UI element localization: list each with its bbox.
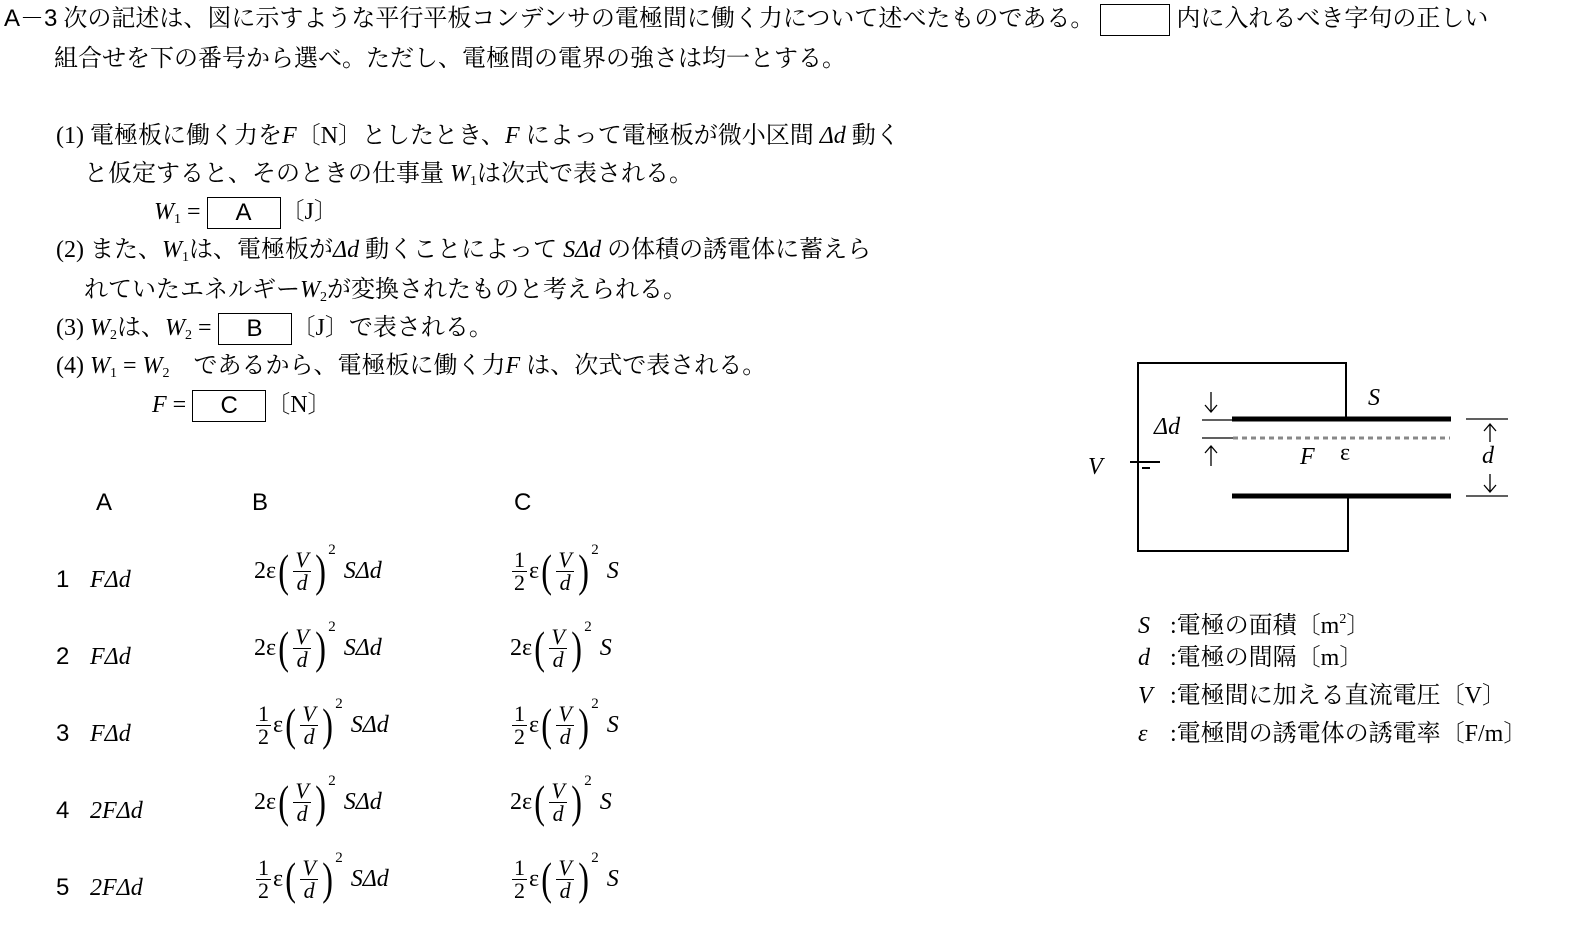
question-text: 内に入れるべき字句の正しい xyxy=(1176,6,1489,32)
coefficient: 2ε xyxy=(254,788,277,815)
numerator: 1 xyxy=(258,700,269,726)
left-paren: ( xyxy=(285,853,297,904)
exponent: 2 xyxy=(591,696,599,712)
right-paren: ) xyxy=(571,776,582,827)
legend-symbol: S xyxy=(1138,613,1150,639)
coefficient: ε xyxy=(529,557,540,584)
numerator: V xyxy=(295,777,309,803)
denominator: d xyxy=(552,646,564,672)
answer-c xyxy=(510,619,612,673)
legend-text: :電極の面積〔m xyxy=(1170,613,1340,639)
denominator: d xyxy=(559,569,571,595)
coefficient: ε xyxy=(529,711,540,738)
left-paren: ( xyxy=(541,545,553,596)
fraction xyxy=(256,700,271,749)
tail: SΔd xyxy=(343,634,382,661)
coefficient: ε xyxy=(529,865,540,892)
answer-b xyxy=(254,696,389,750)
answer-b xyxy=(254,619,382,673)
answer-b xyxy=(254,773,382,827)
answer-a: FΔd xyxy=(90,721,131,747)
right-paren: ) xyxy=(322,699,333,750)
fraction xyxy=(293,777,310,826)
question-number: A－3 xyxy=(4,5,58,32)
legend-item xyxy=(1138,719,1527,749)
tail: SΔd xyxy=(350,711,389,738)
question-line-2: 組合せを下の番号から選べ。ただし、電極間の電界の強さは均一とする。 xyxy=(54,46,846,72)
option-number: 2 xyxy=(56,643,70,670)
coefficient: 2ε xyxy=(254,634,277,661)
tail: S xyxy=(599,788,612,815)
exponent: 2 xyxy=(328,619,336,635)
right-paren: ) xyxy=(315,776,326,827)
left-paren: ( xyxy=(278,622,290,673)
right-paren: ) xyxy=(578,853,589,904)
answer-a: 2FΔd xyxy=(90,798,143,824)
denominator: 2 xyxy=(258,877,269,903)
fraction xyxy=(256,854,271,903)
denominator: d xyxy=(296,800,308,826)
fraction xyxy=(556,546,573,595)
coefficient: ε xyxy=(273,865,284,892)
numerator: V xyxy=(558,854,572,880)
tail: S xyxy=(606,557,619,584)
left-paren: ( xyxy=(541,699,553,750)
numerator: V xyxy=(295,623,309,649)
numerator: V xyxy=(558,700,572,726)
denominator: d xyxy=(296,646,308,672)
exponent: 2 xyxy=(328,542,336,558)
left-paren: ( xyxy=(534,622,546,673)
right-paren: ) xyxy=(578,699,589,750)
tail: SΔd xyxy=(343,557,382,584)
option-number: 3 xyxy=(56,720,70,747)
legend-text: :電極間に加える直流電圧〔V〕 xyxy=(1170,683,1506,709)
label-epsilon: ε xyxy=(1340,440,1351,466)
numerator: 1 xyxy=(258,854,269,880)
right-paren: ) xyxy=(571,622,582,673)
numerator: 1 xyxy=(514,854,525,880)
legend-symbol: ε xyxy=(1138,721,1148,747)
denominator: d xyxy=(296,569,308,595)
left-paren: ( xyxy=(278,776,290,827)
fraction xyxy=(549,777,566,826)
right-paren: ) xyxy=(315,545,326,596)
exponent: 2 xyxy=(335,850,343,866)
col-header-a: A xyxy=(96,489,113,516)
fraction xyxy=(300,854,317,903)
right-paren: ) xyxy=(578,545,589,596)
label-d: d xyxy=(1482,443,1494,469)
fraction xyxy=(512,546,527,595)
tail: S xyxy=(606,865,619,892)
answer-c xyxy=(510,773,612,827)
label-delta-d: Δd xyxy=(1154,414,1181,440)
answer-c xyxy=(510,850,619,904)
legend-item xyxy=(1138,681,1506,711)
option-number: 4 xyxy=(56,797,70,824)
formula-w1: $W_1 = A$ 〔J〕 xyxy=(154,197,338,235)
col-header-c: C xyxy=(514,489,532,516)
exponent: 2 xyxy=(584,619,592,635)
blank-a: A xyxy=(207,197,281,229)
fraction xyxy=(512,854,527,903)
numerator: V xyxy=(295,546,309,572)
denominator: d xyxy=(303,723,315,749)
blank-b: B xyxy=(218,313,292,345)
legend-item xyxy=(1138,605,1370,641)
denominator: d xyxy=(559,723,571,749)
coefficient: 2ε xyxy=(510,788,533,815)
item-3: (3) $W_2$は、$W_2 = B$ 〔J〕で表される。 xyxy=(56,313,493,351)
answer-a: FΔd xyxy=(90,644,131,670)
left-paren: ( xyxy=(285,699,297,750)
denominator: d xyxy=(559,877,571,903)
legend-item xyxy=(1138,643,1363,673)
right-paren: ) xyxy=(322,853,333,904)
fraction xyxy=(512,700,527,749)
denominator: d xyxy=(552,800,564,826)
tail: S xyxy=(606,711,619,738)
coefficient: 2ε xyxy=(254,557,277,584)
exponent: 2 xyxy=(591,542,599,558)
denominator: d xyxy=(303,877,315,903)
exponent: 2 xyxy=(584,773,592,789)
blank-box xyxy=(1100,4,1170,36)
legend-symbol: d xyxy=(1138,645,1150,671)
denominator: 2 xyxy=(514,723,525,749)
answer-c xyxy=(510,696,619,750)
item-2-line-2: れていたエネルギー$W_2$が変換されたものと考えられる。 xyxy=(84,277,687,305)
answer-a: 2FΔd xyxy=(90,875,143,901)
fraction xyxy=(293,546,310,595)
exponent: 2 xyxy=(591,850,599,866)
option-number: 5 xyxy=(56,874,70,901)
legend-symbol: V xyxy=(1138,683,1153,709)
legend-end: 〕 xyxy=(1346,613,1371,639)
item-1-line-2: と仮定すると、そのときの仕事量 $W_1$は次式で表される。 xyxy=(84,161,693,189)
answer-b xyxy=(254,850,389,904)
left-paren: ( xyxy=(534,776,546,827)
tail: SΔd xyxy=(350,865,389,892)
numerator: V xyxy=(302,854,316,880)
fraction xyxy=(300,700,317,749)
fraction xyxy=(549,623,566,672)
legend-text: :電極の間隔〔m〕 xyxy=(1170,645,1364,671)
formula-f: F = C 〔N〕 xyxy=(152,390,332,422)
numerator: 1 xyxy=(514,546,525,572)
exponent: 2 xyxy=(328,773,336,789)
label-f: F xyxy=(1300,444,1315,470)
option-number: 1 xyxy=(56,566,70,593)
denominator: 2 xyxy=(258,723,269,749)
question-line-1 xyxy=(4,4,1488,36)
answer-a: FΔd xyxy=(90,567,131,593)
numerator: V xyxy=(551,623,565,649)
exponent: 2 xyxy=(335,696,343,712)
question-text: 次の記述は、図に示すような平行平板コンデンサの電極間に働く力について述べたものである。 xyxy=(63,6,1095,32)
item-2-line-1: (2) また、$W_1$は、電極板がΔd 動くことによって SΔd の体積の誘電体に蓄えら xyxy=(56,237,872,265)
col-header-b: B xyxy=(252,489,269,516)
numerator: V xyxy=(558,546,572,572)
fraction xyxy=(556,700,573,749)
coefficient: ε xyxy=(273,711,284,738)
label-s: S xyxy=(1368,385,1380,411)
tail: SΔd xyxy=(343,788,382,815)
numerator: V xyxy=(302,700,316,726)
label-v: V xyxy=(1088,454,1103,480)
item-1-line-1: (1) 電極板に働く力をF〔N〕としたとき、F によって電極板が微小区間 Δd 動く xyxy=(56,123,900,149)
tail: S xyxy=(599,634,612,661)
answer-c xyxy=(510,542,619,596)
left-paren: ( xyxy=(278,545,290,596)
numerator: 1 xyxy=(514,700,525,726)
right-paren: ) xyxy=(315,622,326,673)
numerator: V xyxy=(551,777,565,803)
fraction xyxy=(556,854,573,903)
superscript: 2 xyxy=(1339,612,1347,627)
legend-text: :電極間の誘電体の誘電率〔F/m〕 xyxy=(1170,721,1528,747)
denominator: 2 xyxy=(514,877,525,903)
item-4: (4) $W_1 = W_2$ であるから、電極板に働く力F は、次式で表される。 xyxy=(56,353,767,381)
fraction xyxy=(293,623,310,672)
capacitor-diagram xyxy=(1080,350,1520,560)
answer-b xyxy=(254,542,382,596)
left-paren: ( xyxy=(541,853,553,904)
coefficient: 2ε xyxy=(510,634,533,661)
denominator: 2 xyxy=(514,569,525,595)
blank-c: C xyxy=(192,390,266,422)
